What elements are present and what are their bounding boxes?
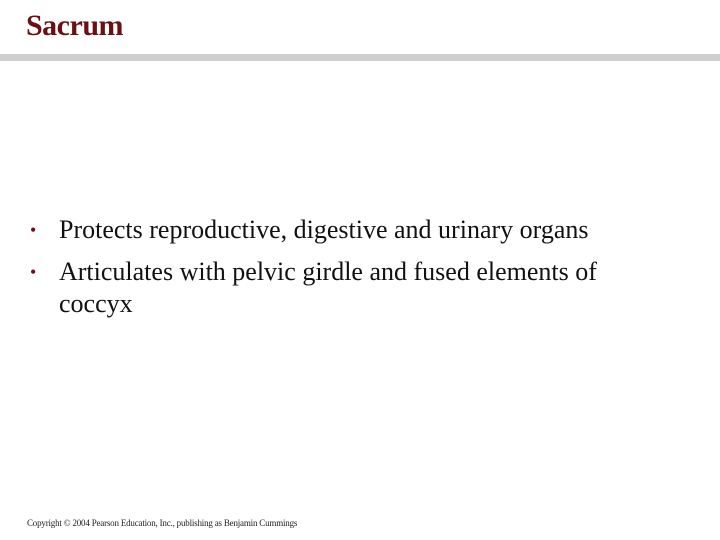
copyright-footer: Copyright © 2004 Pearson Education, Inc., publishing as Benjamin Cummings <box>27 518 298 528</box>
bullet-text: Articulates with pelvic girdle and fused elements of coccyx <box>59 257 597 318</box>
bullet-item <box>30 214 670 246</box>
slide-title: Sacrum <box>26 9 123 42</box>
bullet-dot-icon: • <box>30 262 37 282</box>
title-divider <box>0 54 720 61</box>
bullet-text: Protects reproductive, digestive and urinary organs <box>59 215 589 244</box>
bullet-list <box>30 214 670 330</box>
bullet-item <box>30 256 670 320</box>
bullet-dot-icon: • <box>30 220 37 240</box>
